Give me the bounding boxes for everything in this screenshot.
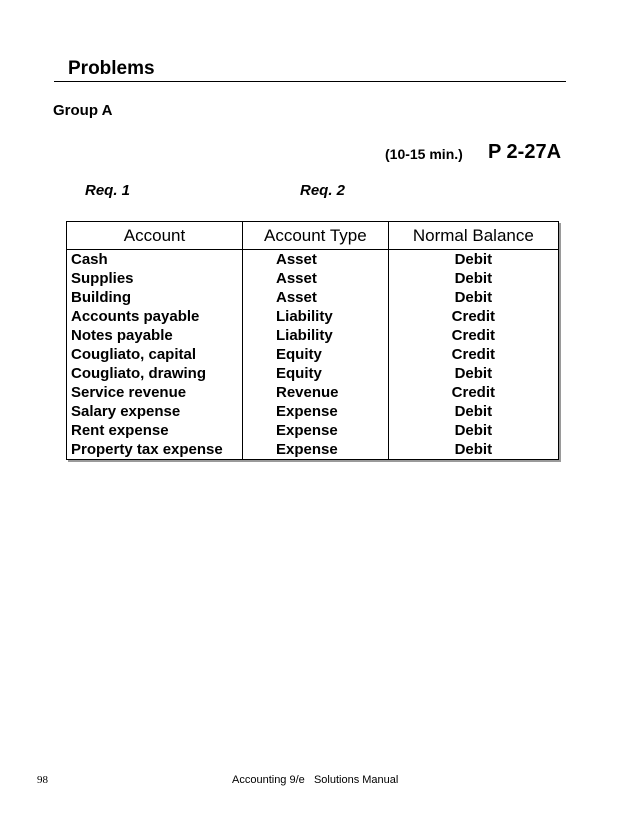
requirement-1-label: Req. 1 (85, 182, 131, 199)
group-heading: Group A (53, 102, 113, 119)
footer-text: Accounting 9/e Solutions Manual (232, 774, 399, 786)
column-header-account: Account (67, 222, 243, 250)
account-type-cell: Equity (243, 364, 389, 383)
normal-balance-cell: Debit (388, 421, 558, 440)
account-cell: Service revenue (67, 383, 243, 402)
account-type-cell: Equity (243, 345, 389, 364)
account-type-cell: Revenue (243, 383, 389, 402)
normal-balance-cell: Credit (388, 383, 558, 402)
requirement-2-label: Req. 2 (300, 182, 346, 199)
account-cell: Building (67, 288, 243, 307)
account-type-cell: Expense (243, 402, 389, 421)
account-cell: Cougliato, drawing (67, 364, 243, 383)
table-row (67, 383, 559, 402)
page-number: 98 (37, 774, 48, 786)
account-cell: Accounts payable (67, 307, 243, 326)
section-divider (54, 81, 566, 82)
account-cell: Cash (67, 250, 243, 270)
normal-balance-cell: Debit (388, 364, 558, 383)
normal-balance-cell: Debit (388, 402, 558, 421)
normal-balance-cell: Debit (388, 288, 558, 307)
table-row (67, 421, 559, 440)
table-row (67, 364, 559, 383)
table-row (67, 288, 559, 307)
account-cell: Salary expense (67, 402, 243, 421)
normal-balance-cell: Credit (388, 307, 558, 326)
table-header-row (67, 222, 559, 250)
account-type-cell: Expense (243, 421, 389, 440)
table-row (67, 269, 559, 288)
table-row (67, 250, 559, 270)
account-cell: Cougliato, capital (67, 345, 243, 364)
account-type-cell: Expense (243, 440, 389, 460)
problem-number: P 2-27A (488, 141, 562, 163)
section-title: Problems (68, 58, 155, 79)
account-type-cell: Asset (243, 250, 389, 270)
column-header-account-type: Account Type (243, 222, 389, 250)
account-type-cell: Liability (243, 307, 389, 326)
table-row (67, 402, 559, 421)
table-row (67, 307, 559, 326)
normal-balance-cell: Credit (388, 345, 558, 364)
table-row (67, 326, 559, 345)
account-type-cell: Liability (243, 326, 389, 345)
account-type-cell: Asset (243, 269, 389, 288)
account-cell: Supplies (67, 269, 243, 288)
account-cell: Property tax expense (67, 440, 243, 460)
time-estimate: (10-15 min.) (385, 146, 463, 162)
account-cell: Notes payable (67, 326, 243, 345)
column-header-normal-balance: Normal Balance (388, 222, 558, 250)
account-type-cell: Asset (243, 288, 389, 307)
normal-balance-cell: Debit (388, 269, 558, 288)
accounts-table (66, 221, 559, 460)
normal-balance-cell: Debit (388, 440, 558, 460)
table-row (67, 345, 559, 364)
normal-balance-cell: Debit (388, 250, 558, 270)
table-row (67, 440, 559, 460)
normal-balance-cell: Credit (388, 326, 558, 345)
account-cell: Rent expense (67, 421, 243, 440)
